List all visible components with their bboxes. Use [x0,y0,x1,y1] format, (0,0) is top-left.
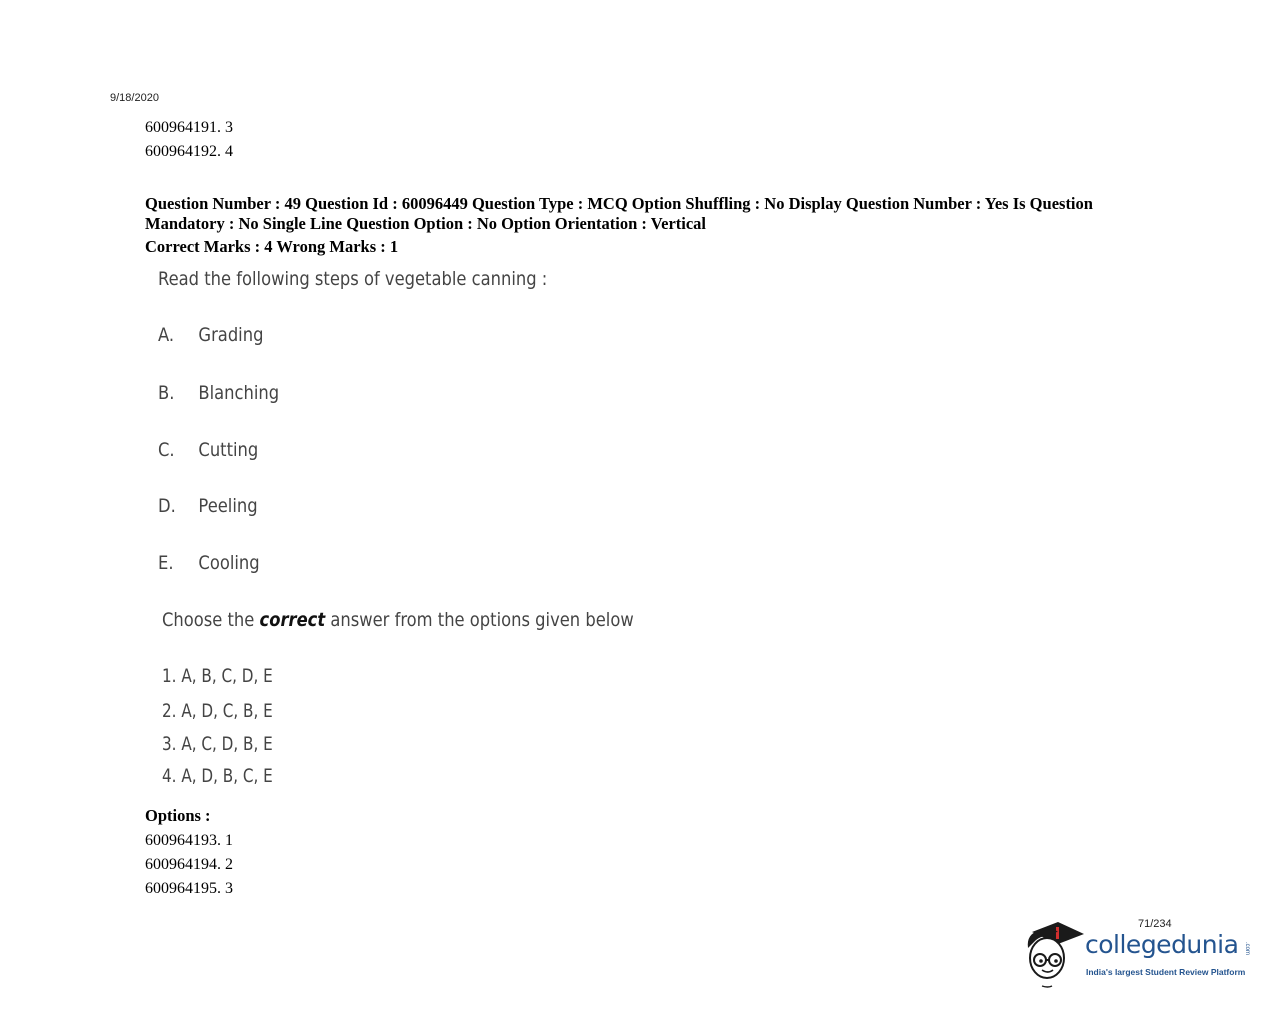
step-item [158,495,258,517]
options-list [145,829,233,901]
choose-suffix: answer from the options given below [330,609,634,631]
step-item [158,324,263,346]
step-text: Cooling [198,552,260,574]
step-letter: A. [158,324,175,346]
logo-com: .com [1244,942,1250,956]
mascot-icon [1022,918,1086,990]
page-number: 71/234 [1138,918,1172,930]
list-item: 600964191. 3 [145,119,233,136]
logo-tagline: India's largest Student Review Platform [1086,967,1246,977]
step-letter: D. [158,495,176,517]
sequence-option: 3. A, C, D, B, E [162,733,273,755]
step-item [158,439,258,461]
question-meta: Question Number : 49 Question Id : 60096449 Question Type : MCQ Option Shuffling : No Display Question Number : Yes Is Question Mandatory : No Single Line Question Option : No Option Orientation : Vertical [145,194,1093,233]
step-text: Peeling [198,495,258,517]
logo-wordmark: collegedunia [1085,930,1239,959]
step-text: Blanching [198,382,280,404]
choose-emphasis: correct [259,609,326,631]
list-item: 600964194. 2 [145,856,233,873]
step-text: Cutting [198,439,259,461]
list-item: 600964193. 1 [145,832,233,849]
question-intro: Read the following steps of vegetable canning : [158,268,548,290]
options-title: Options : [145,806,211,825]
step-letter: E. [158,552,174,574]
collegedunia-logo [1022,916,1262,991]
step-letter: C. [158,439,175,461]
choose-instruction [162,609,634,631]
step-text: Grading [198,324,264,346]
list-item: 600964195. 3 [145,880,233,897]
sequence-option: 1. A, B, C, D, E [162,665,273,687]
list-item: 600964192. 4 [145,143,233,160]
previous-options-list [145,116,233,164]
step-letter: B. [158,382,175,404]
choose-prefix: Choose the [162,609,255,631]
sequence-option: 2. A, D, C, B, E [162,700,273,722]
question-marks: Correct Marks : 4 Wrong Marks : 1 [145,237,399,256]
sequence-option: 4. A, D, B, C, E [162,765,273,787]
step-item [158,552,260,574]
print-date: 9/18/2020 [110,92,159,104]
step-item [158,382,279,404]
